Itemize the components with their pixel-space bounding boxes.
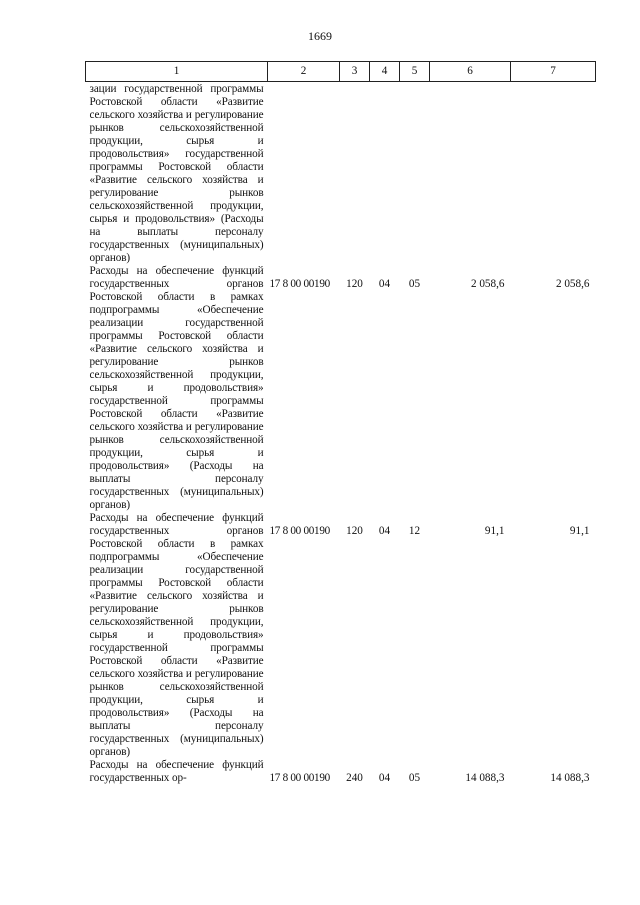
page-number: 1669 <box>308 29 332 43</box>
row-sum-1: 91,1 <box>484 525 505 537</box>
row-code: 17 8 00 00190 <box>269 278 330 290</box>
row-vr: 120 <box>346 525 363 537</box>
column-header: 5 <box>400 62 430 82</box>
row-vr: 120 <box>346 278 363 290</box>
row-pr: 05 <box>408 278 421 290</box>
row-rz: 04 <box>378 772 391 784</box>
row-description: Расходы на обеспечение функций государственных органов Ростовской области в рамках подпрограммы «Обеспечение реализации государственной программы Ростовской области «Развитие сельского хозяйства и регулирование рынков сельскохозяйственной продукции, сырья и продовольствия» государственной программы Ростовской области «Развитие сельского хозяйства и регулирование рынков сельскохозяйственной продукции, сырья и продовольствия» (Расходы на выплаты персоналу государственных (муниципальных) органов) <box>89 512 264 758</box>
row-sum-2: 14 088,3 <box>550 772 590 784</box>
row-vr <box>340 82 370 266</box>
row-rz <box>370 82 400 266</box>
row-description: зации государственной программы Ростовской области «Развитие сельского хозяйства и регулирование рынков сельскохозяйственной продукции, сырья и продовольствия» государственной программы Ростовской области «Развитие сельского хозяйства и регулирование рынков сельскохозяйственной продукции, сырья и продовольствия» (Расходы на выплаты персоналу государственных (муниципальных) органов) <box>89 83 264 264</box>
row-pr: 12 <box>408 525 421 537</box>
row-description: Расходы на обеспечение функций государственных органов Ростовской области в рамках подпрограммы «Обеспечение реализации государственной программы Ростовской области «Развитие сельского хозяйства и регулирование рынков сельскохозяйственной продукции, сырья и продовольствия» государственной программы Ростовской области «Развитие сельского хозяйства и регулирование рынков сельскохозяйственной продукции, сырья и продовольствия» (Расходы на выплаты персоналу государственных (муниципальных) органов) <box>89 265 264 511</box>
table-row <box>86 512 596 759</box>
row-sum-1: 2 058,6 <box>470 278 505 290</box>
budget-table <box>85 61 596 785</box>
row-rz: 04 <box>378 278 391 290</box>
row-code <box>268 82 340 266</box>
column-header: 1 <box>86 62 268 82</box>
table-row <box>86 82 596 266</box>
column-header: 6 <box>430 62 511 82</box>
table-row <box>86 265 596 512</box>
row-sum-2: 2 058,6 <box>555 278 590 290</box>
row-sum-1: 14 088,3 <box>465 772 505 784</box>
row-pr: 05 <box>408 772 421 784</box>
row-rz: 04 <box>378 525 391 537</box>
column-header: 7 <box>511 62 596 82</box>
column-header: 3 <box>340 62 370 82</box>
row-code: 17 8 00 00190 <box>269 772 330 784</box>
row-sum-2: 91,1 <box>569 525 590 537</box>
table-header-row <box>86 62 596 82</box>
row-pr <box>400 82 430 266</box>
column-header: 2 <box>268 62 340 82</box>
table-row <box>86 759 596 785</box>
row-vr: 240 <box>346 772 363 784</box>
row-sum-2 <box>511 82 596 266</box>
row-description: Расходы на обеспечение функций государственных ор- <box>89 759 264 784</box>
row-sum-1 <box>430 82 511 266</box>
column-header: 4 <box>370 62 400 82</box>
row-code: 17 8 00 00190 <box>269 525 330 537</box>
